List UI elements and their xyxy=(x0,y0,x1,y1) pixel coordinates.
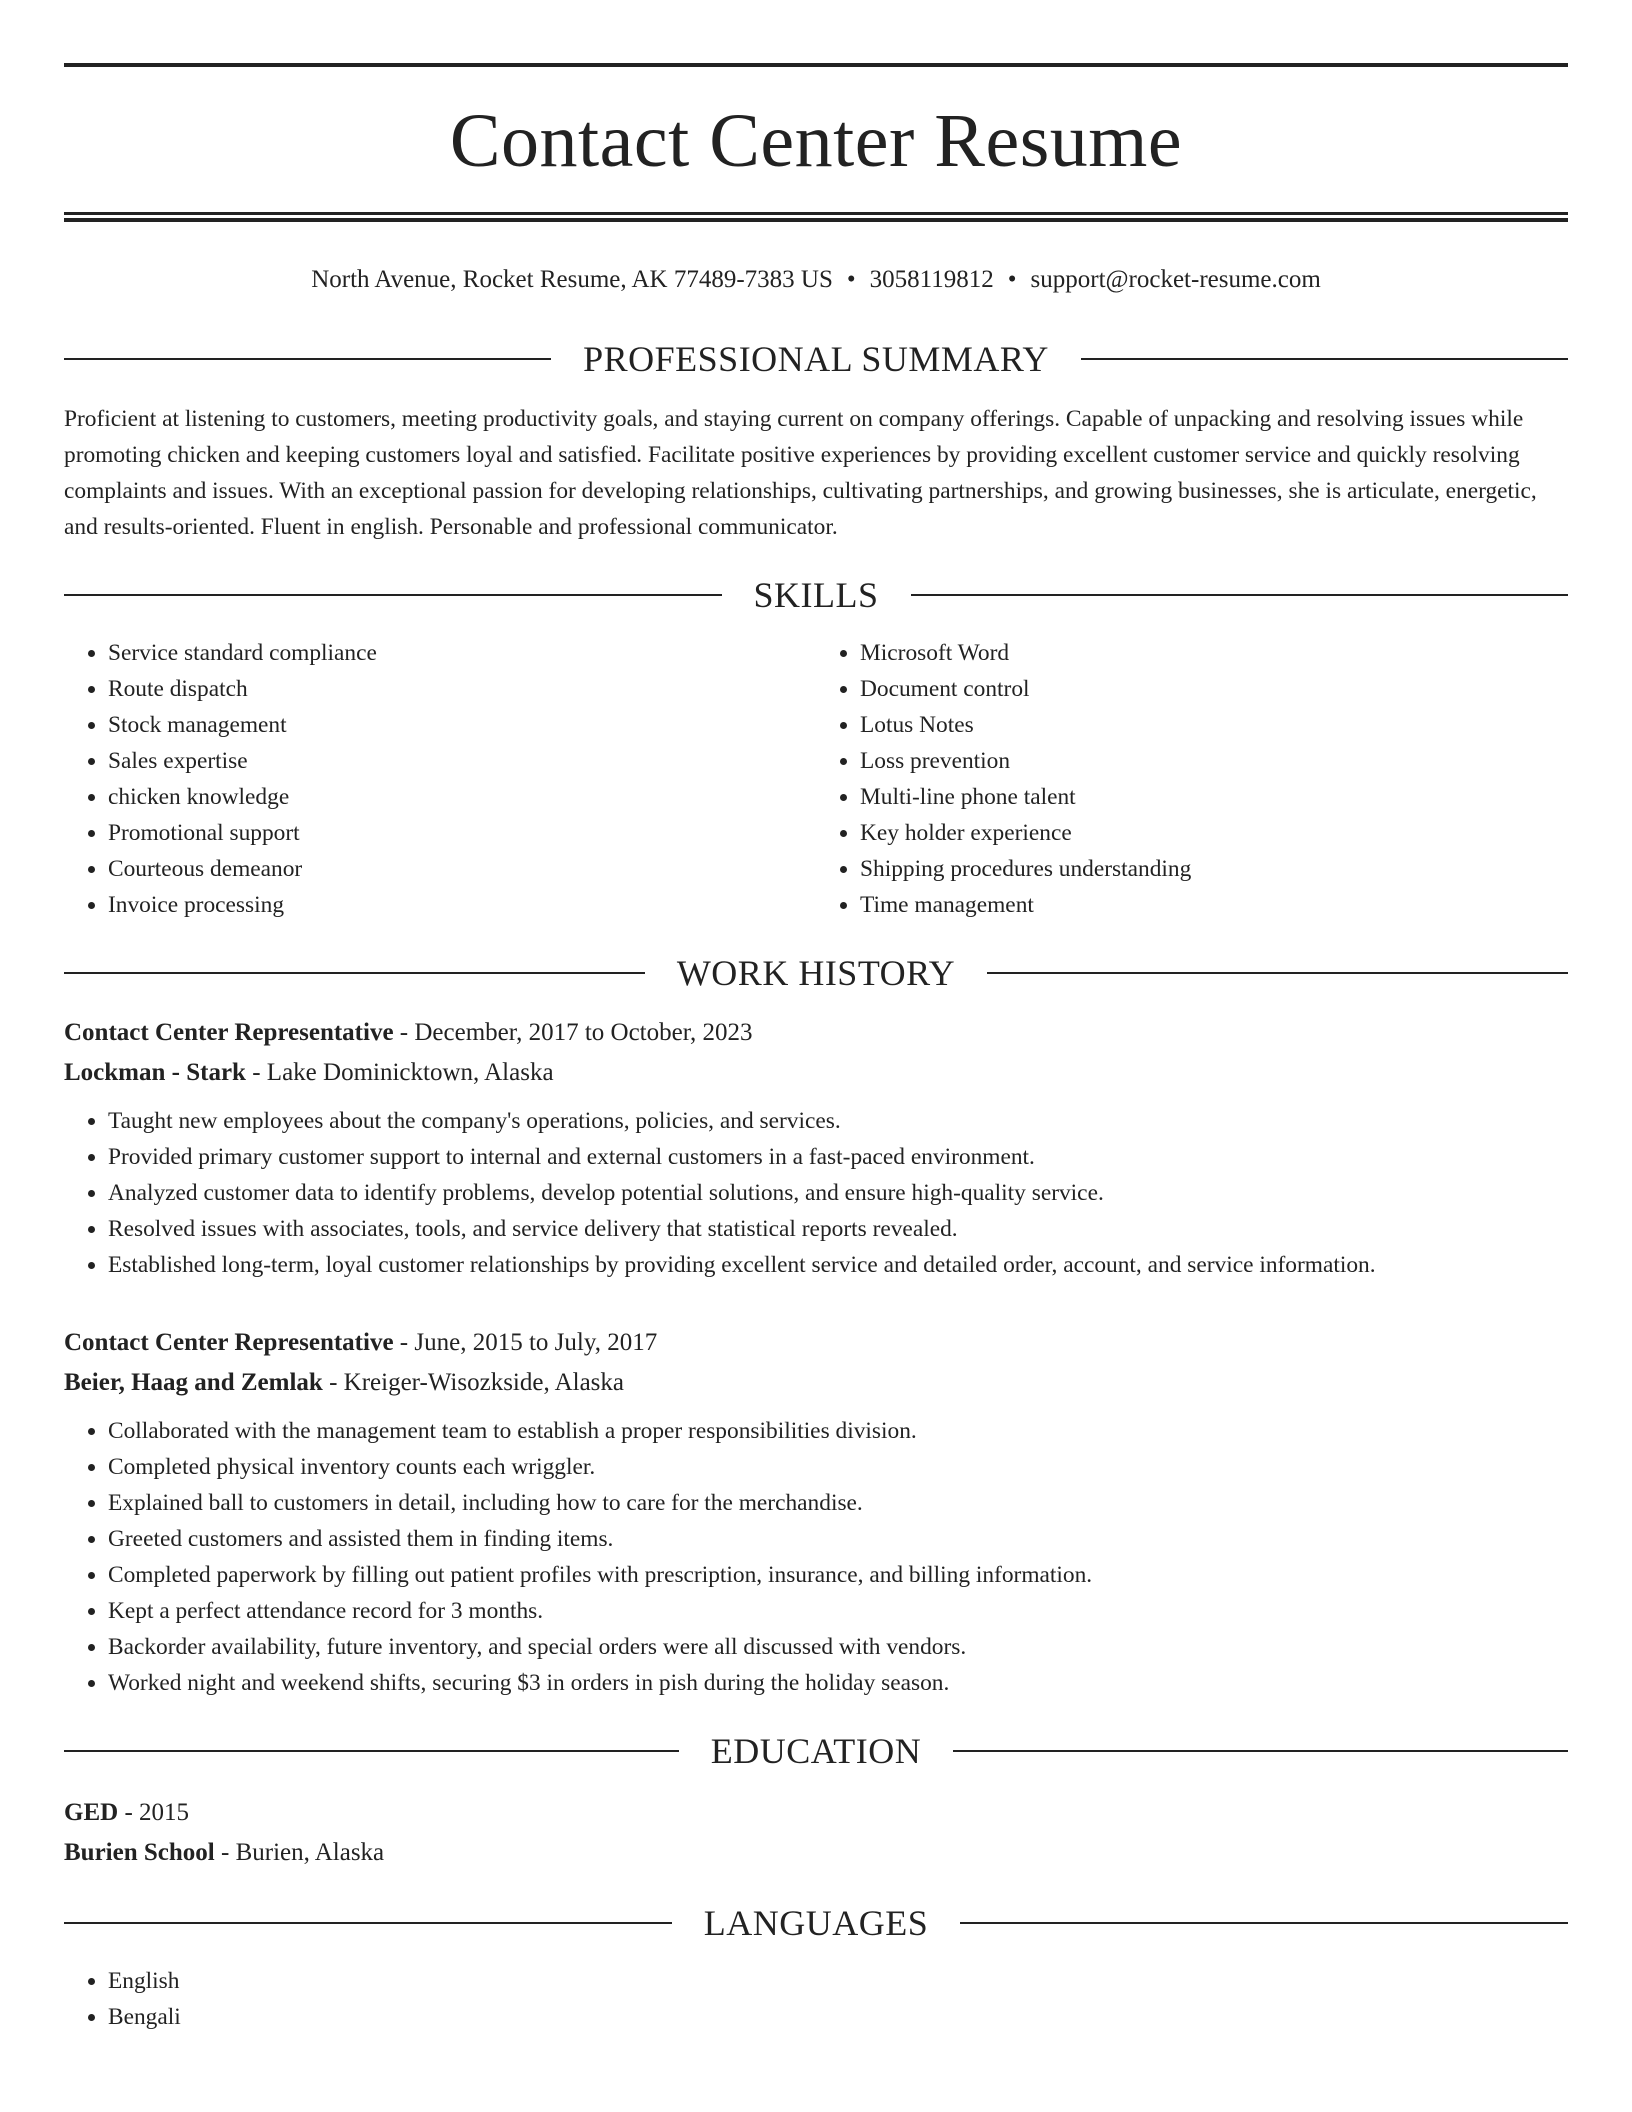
divider-line xyxy=(64,358,551,360)
contact-phone: 3058119812 xyxy=(869,266,994,293)
divider-line xyxy=(64,1922,672,1924)
skill-item: • Service standard compliance xyxy=(108,635,816,671)
job-dates: December, 2017 to October, 2023 xyxy=(414,1019,753,1046)
contact-email[interactable]: support@rocket-resume.com xyxy=(1030,266,1321,293)
job-title-line: Contact Center Representative - June, 2015 to July, 2017 xyxy=(64,1329,658,1356)
job-bullet: • Backorder availability, future inventory, and special orders were all discussed with vendors. xyxy=(108,1629,1568,1665)
job-company-line: Lockman - Stark - Lake Dominicktown, Alaska xyxy=(64,1059,554,1086)
skills-list-right xyxy=(816,635,1568,923)
education-year: 2015 xyxy=(139,1799,190,1826)
section-title-education: EDUCATION xyxy=(710,1731,922,1771)
divider-line xyxy=(1081,358,1568,360)
job-bullet: • Worked night and weekend shifts, securing $3 in orders in pish during the holiday season. xyxy=(108,1665,1568,1701)
job-company: Beier, Haag and Zemlak xyxy=(64,1369,323,1396)
divider-line xyxy=(64,972,645,974)
section-header-education xyxy=(64,1731,1568,1771)
skill-item: • Multi-line phone talent xyxy=(860,779,1568,815)
job-bullets xyxy=(64,1413,1568,1701)
job-title: Contact Center Representative xyxy=(64,1019,394,1046)
skill-item: • Route dispatch xyxy=(108,671,816,707)
skill-item: • Loss prevention xyxy=(860,743,1568,779)
education-degree-line: GED - 2015 xyxy=(64,1799,190,1826)
contact-separator: • xyxy=(1007,266,1017,293)
job-bullets xyxy=(64,1103,1568,1283)
job-location: Lake Dominicktown, Alaska xyxy=(266,1059,554,1086)
job-bullet: • Greeted customers and assisted them in finding items. xyxy=(108,1521,1568,1557)
section-header-languages xyxy=(64,1903,1568,1943)
language-item: • English xyxy=(108,1963,1568,1999)
job-bullet: • Explained ball to customers in detail, including how to care for the merchandise. xyxy=(108,1485,1568,1521)
job-bullet: • Taught new employees about the company's operations, policies, and services. xyxy=(108,1103,1568,1139)
skill-item: • Key holder experience xyxy=(860,815,1568,851)
divider-line xyxy=(953,1750,1568,1752)
top-rule xyxy=(64,63,1568,67)
double-rule xyxy=(64,212,1568,222)
languages-list xyxy=(64,1963,1568,2035)
skill-item: • Shipping procedures understanding xyxy=(860,851,1568,887)
section-title-languages: LANGUAGES xyxy=(703,1903,929,1943)
section-title-skills: SKILLS xyxy=(753,575,879,615)
skill-item: • Microsoft Word xyxy=(860,635,1568,671)
section-header-work xyxy=(64,953,1568,993)
education-entry xyxy=(64,1793,1568,1873)
section-title-work: WORK HISTORY xyxy=(676,953,956,993)
job-bullet: • Resolved issues with associates, tools, and service delivery that statistical reports revealed. xyxy=(108,1211,1568,1247)
education-school-line: Burien School - Burien, Alaska xyxy=(64,1839,385,1866)
skill-item: • Promotional support xyxy=(108,815,816,851)
divider-line xyxy=(987,972,1568,974)
work-history xyxy=(64,1013,1568,1701)
skills-columns xyxy=(64,635,1568,923)
section-title-summary: PROFESSIONAL SUMMARY xyxy=(583,339,1049,379)
job-dates: June, 2015 to July, 2017 xyxy=(414,1329,658,1356)
resume-title: Contact Center Resume xyxy=(449,99,1183,183)
job-entry xyxy=(64,1013,1568,1283)
resume-page xyxy=(64,63,1568,2035)
education-degree: GED xyxy=(64,1799,119,1826)
contact-line xyxy=(64,265,1568,295)
section-header-skills xyxy=(64,575,1568,615)
skill-item: • Lotus Notes xyxy=(860,707,1568,743)
job-bullet: • Established long-term, loyal customer relationships by providing excellent service and detailed order, account, and service information. xyxy=(108,1247,1568,1283)
divider-line xyxy=(64,594,722,596)
section-header-summary xyxy=(64,339,1568,379)
job-entry xyxy=(64,1323,1568,1701)
skill-item: • Document control xyxy=(860,671,1568,707)
skill-item: • chicken knowledge xyxy=(108,779,816,815)
job-bullet: • Collaborated with the management team to establish a proper responsibilities division. xyxy=(108,1413,1568,1449)
divider-line xyxy=(64,1750,679,1752)
job-bullet: • Completed physical inventory counts each wriggler. xyxy=(108,1449,1568,1485)
skill-item: • Time management xyxy=(860,887,1568,923)
job-bullet: • Kept a perfect attendance record for 3 months. xyxy=(108,1593,1568,1629)
job-title-line: Contact Center Representative - December, 2017 to October, 2023 xyxy=(64,1019,753,1046)
skill-item: • Stock management xyxy=(108,707,816,743)
job-location: Kreiger-Wisozkside, Alaska xyxy=(343,1369,625,1396)
job-bullet: • Provided primary customer support to internal and external customers in a fast-paced environment. xyxy=(108,1139,1568,1175)
skill-item: • Courteous demeanor xyxy=(108,851,816,887)
skill-item: • Invoice processing xyxy=(108,887,816,923)
education-school: Burien School xyxy=(64,1839,215,1866)
contact-separator: • xyxy=(846,266,856,293)
education-location: Burien, Alaska xyxy=(235,1839,385,1866)
summary-text: Proficient at listening to customers, meeting productivity goals, and staying current on company offerings. Capable of unpacking and resolving issues while promoting chicken and keeping customers loyal and satisfied. Facilitate positive experiences by providing excellent customer service and quickly resolving complaints and issues. With an exceptional passion for developing relationships, cultivating partnerships, and growing businesses, she is articulate, energetic, and results-oriented. Fluent in english. Personable and professional communicator. xyxy=(64,406,1537,540)
job-bullet: • Completed paperwork by filling out patient profiles with prescription, insurance, and billing information. xyxy=(108,1557,1568,1593)
divider-line xyxy=(960,1922,1568,1924)
skill-item: • Sales expertise xyxy=(108,743,816,779)
job-company: Lockman - Stark xyxy=(64,1059,246,1086)
divider-line xyxy=(911,594,1569,596)
contact-address: North Avenue, Rocket Resume, AK 77489-7383 US xyxy=(311,266,833,293)
skills-list-left xyxy=(64,635,816,923)
language-item: • Bengali xyxy=(108,1999,1568,2035)
job-company-line: Beier, Haag and Zemlak - Kreiger-Wisozkside, Alaska xyxy=(64,1369,625,1396)
job-bullet: • Analyzed customer data to identify problems, develop potential solutions, and ensure high-quality service. xyxy=(108,1175,1568,1211)
job-title: Contact Center Representative xyxy=(64,1329,394,1356)
